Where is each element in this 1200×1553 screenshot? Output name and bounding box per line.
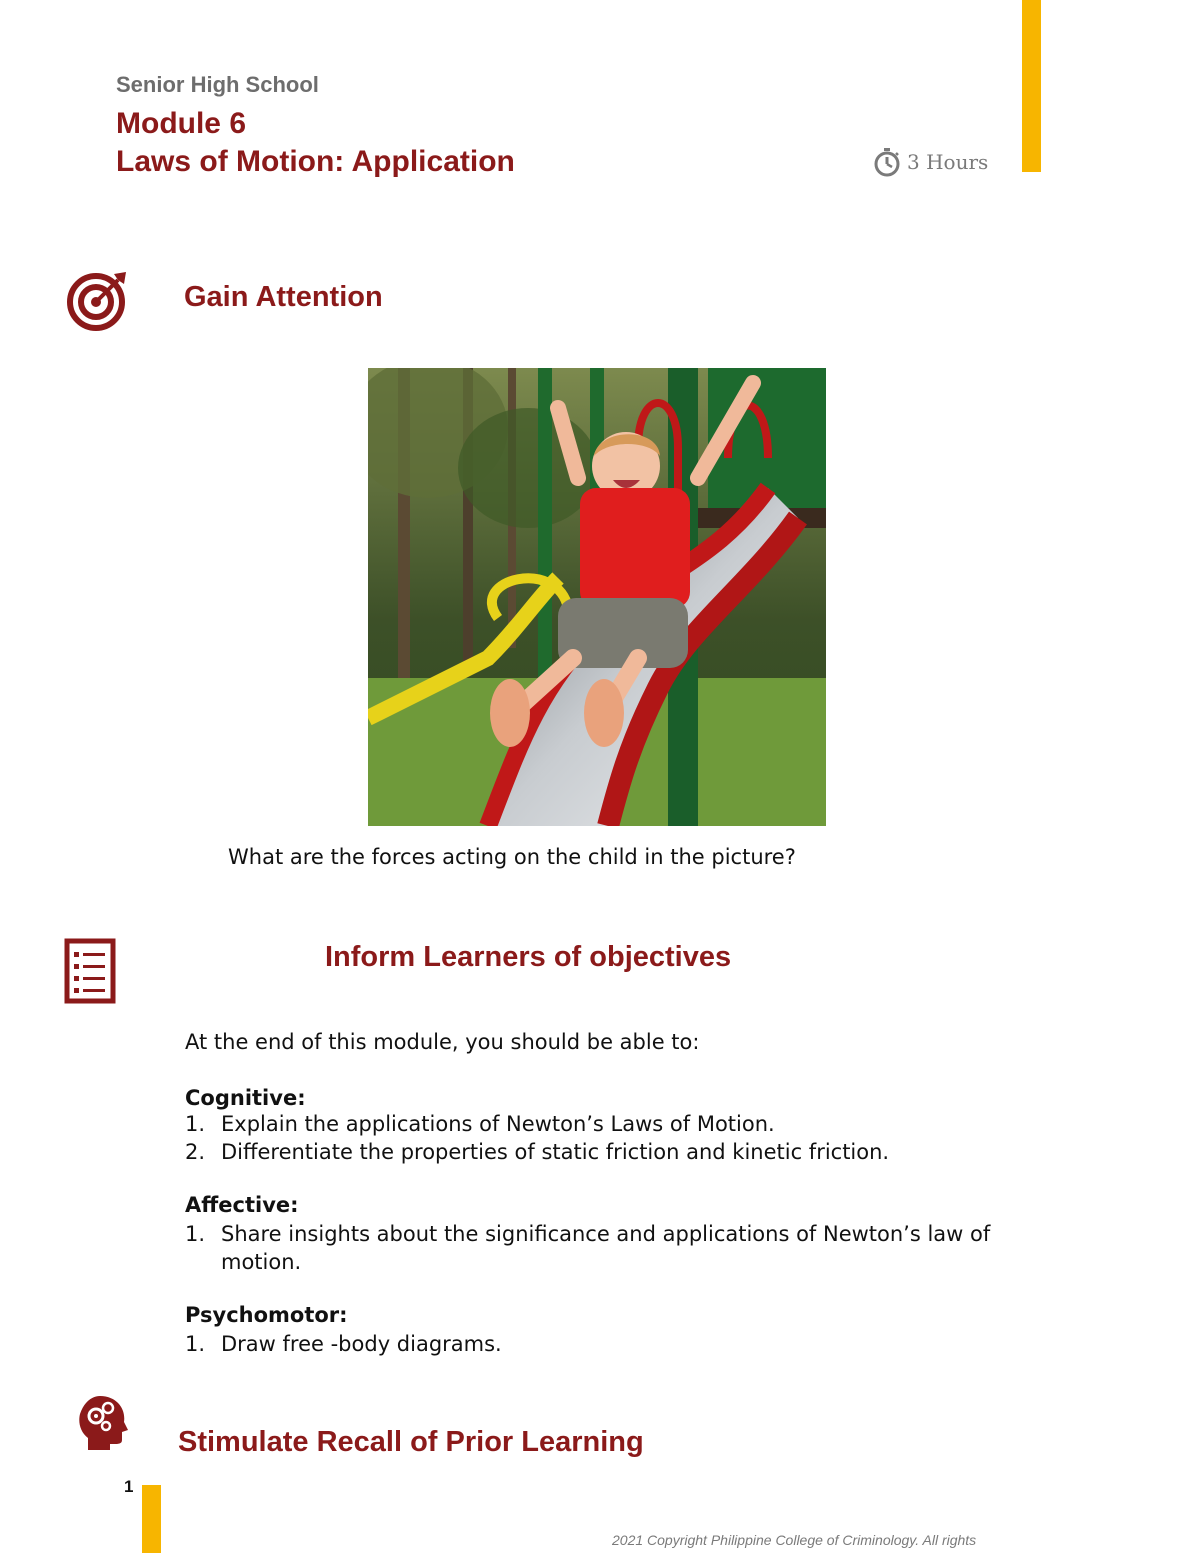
- affective-label: Affective:: [185, 1193, 299, 1217]
- duration-text: 3 Hours: [907, 150, 989, 174]
- duration: [873, 147, 988, 177]
- objectives-intro: At the end of this module, you should be able to:: [185, 1030, 700, 1054]
- psychomotor-list: [185, 1330, 502, 1358]
- list-item: 1. Share insights about the significance and applications of Newton’s law of motion.: [185, 1222, 991, 1274]
- checklist-icon: [64, 938, 116, 1004]
- stopwatch-icon: [873, 147, 901, 177]
- copyright-text: 2021 Copyright Philippine College of Criminology. All rights: [612, 1532, 977, 1548]
- cognitive-label: Cognitive:: [185, 1086, 306, 1110]
- affective-list: [185, 1220, 1065, 1276]
- module-title: Laws of Motion: Application: [116, 145, 515, 178]
- head-gears-icon: [78, 1394, 128, 1450]
- target-icon: [64, 270, 130, 332]
- school-label: Senior High School: [116, 72, 319, 97]
- gain-attention-heading: Gain Attention: [184, 281, 383, 313]
- module-number: Module 6: [116, 107, 247, 140]
- list-item: 1. Explain the applications of Newton’s Laws of Motion.: [185, 1112, 775, 1136]
- list-item: 1. Draw free -body diagrams.: [185, 1332, 502, 1356]
- psychomotor-label: Psychomotor:: [185, 1303, 348, 1327]
- page-number: 1: [124, 1477, 134, 1496]
- cognitive-list: [185, 1110, 889, 1166]
- list-item: 2. Differentiate the properties of static friction and kinetic friction.: [185, 1140, 890, 1164]
- photo-question: What are the forces acting on the child in the picture?: [228, 845, 796, 869]
- accent-bar-bottom: [142, 1485, 161, 1553]
- accent-bar-top: [1022, 0, 1041, 172]
- child-on-slide-photo: [368, 368, 826, 826]
- objectives-heading: Inform Learners of objectives: [325, 941, 732, 973]
- prior-learning-heading: Stimulate Recall of Prior Learning: [178, 1426, 644, 1458]
